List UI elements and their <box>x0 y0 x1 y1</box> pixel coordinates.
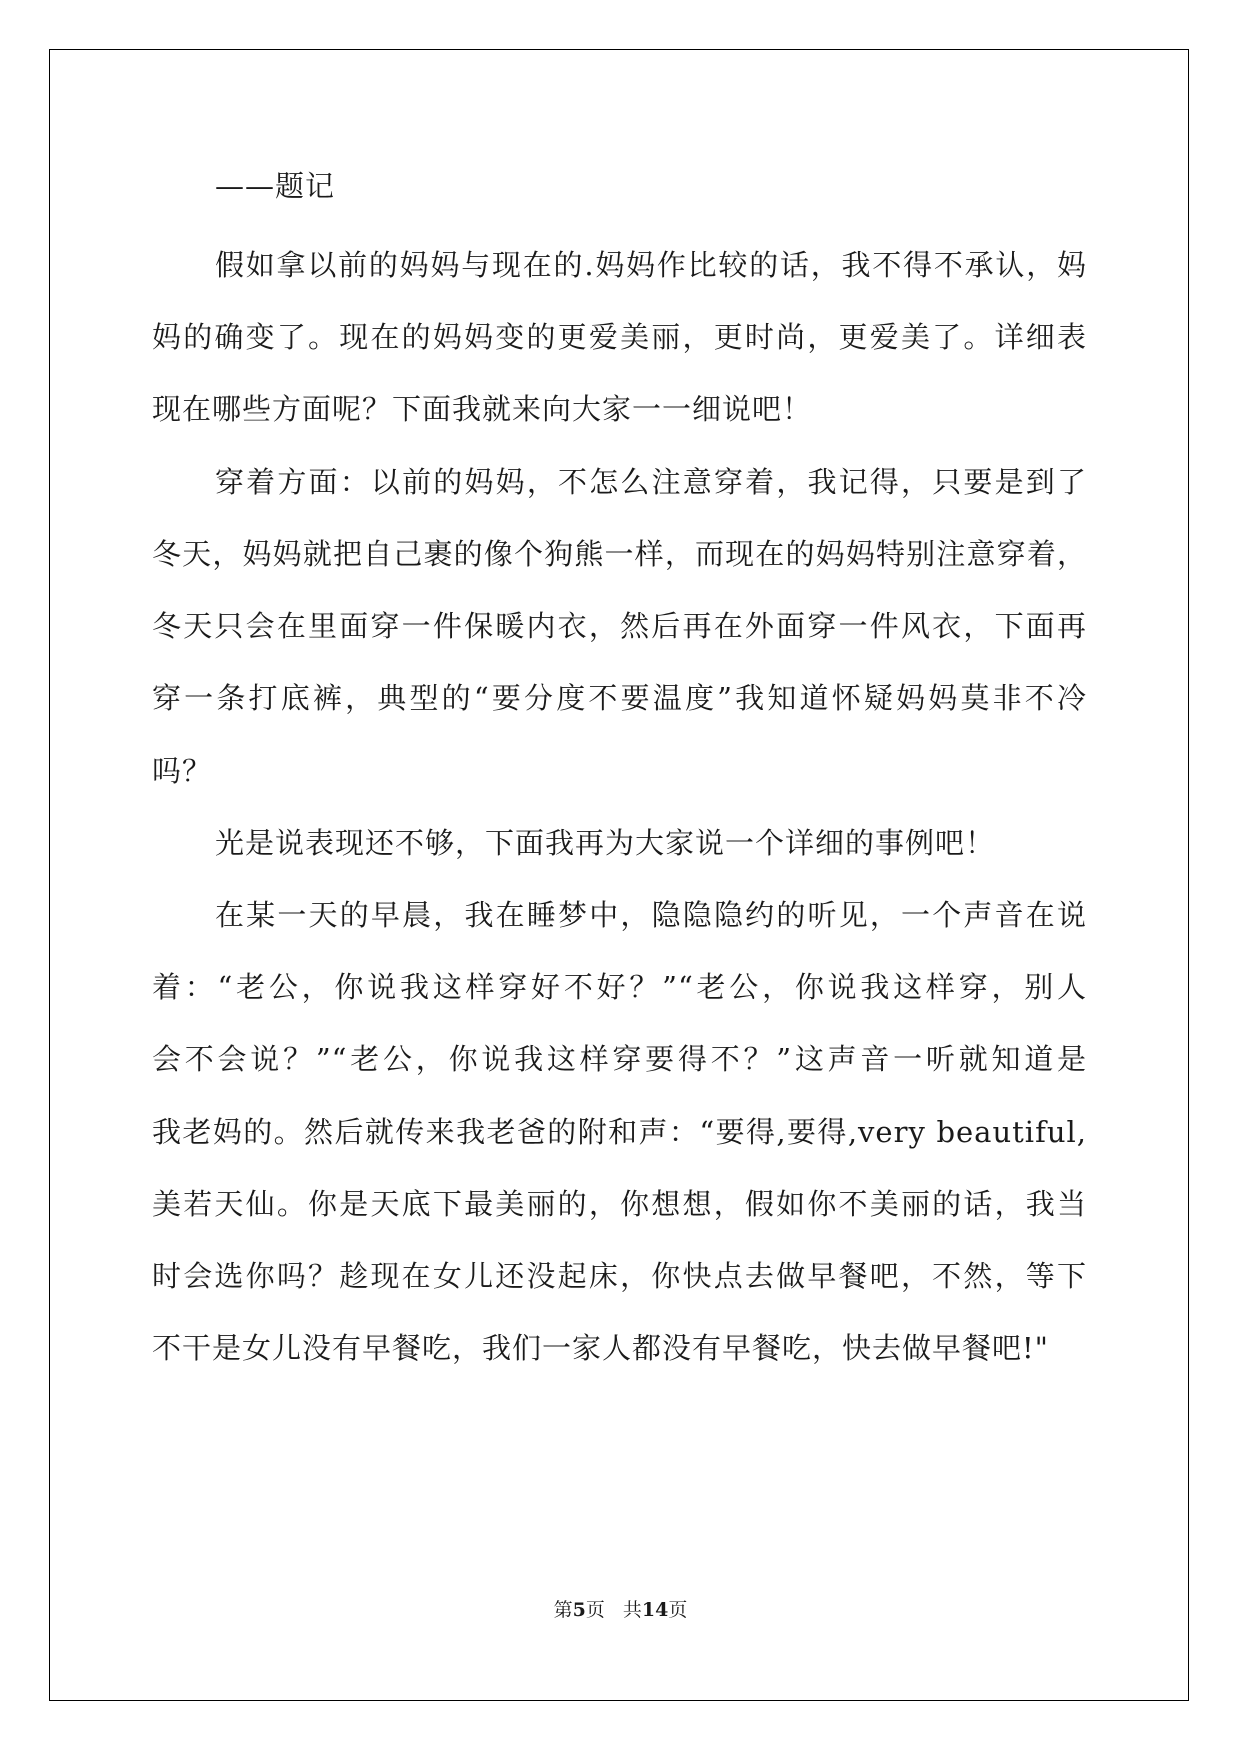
paragraph-line: 假如拿以前的妈妈与现在的.妈妈作比较的话，我不得不承认，妈 <box>215 248 1087 282</box>
page-border <box>49 49 1189 1701</box>
paragraph-line: 不干是女儿没有早餐吃，我们一家人都没有早餐吃，快去做早餐吧!" <box>152 1331 1049 1365</box>
paragraph-line: 在某一天的早晨，我在睡梦中，隐隐隐约的听见，一个声音在说 <box>215 898 1087 932</box>
total-suffix: 页 <box>668 1599 688 1621</box>
paragraph-line: 穿着方面：以前的妈妈，不怎么注意穿着，我记得，只要是到了 <box>215 465 1087 499</box>
page-number: 5 <box>572 1599 586 1621</box>
paragraph-line: 妈的确变了。现在的妈妈变的更爱美丽，更时尚，更爱美了。详细表 <box>152 320 1087 354</box>
paragraph-line: 穿一条打底裤，典型的“要分度不要温度”我知道怀疑妈妈莫非不冷 <box>152 681 1087 715</box>
total-prefix: 共 <box>622 1599 642 1621</box>
paragraph-line: 着：“老公，你说我这样穿好不好？”“老公，你说我这样穿，别人 <box>152 970 1087 1004</box>
paragraph-line: 光是说表现还不够，下面我再为大家说一个详细的事例吧！ <box>215 826 996 860</box>
paragraph-line: 吗？ <box>152 754 213 788</box>
paragraph-line: 会不会说？”“老公，你说我这样穿要得不？”这声音一听就知道是 <box>152 1042 1087 1076</box>
page-prefix: 第 <box>553 1599 573 1621</box>
total-pages: 14 <box>641 1599 669 1621</box>
paragraph-line: 美若天仙。你是天底下最美丽的，你想想，假如你不美丽的话，我当 <box>152 1187 1087 1221</box>
paragraph-line: 冬天，妈妈就把自己裹的像个狗熊一样，而现在的妈妈特别注意穿着， <box>152 537 1087 571</box>
paragraph-line: 现在哪些方面呢？下面我就来向大家一一细说吧！ <box>152 392 813 426</box>
page-suffix: 页 <box>585 1599 605 1621</box>
paragraph-line: 时会选你吗？趁现在女儿还没起床，你快点去做早餐吧，不然，等下 <box>152 1259 1087 1293</box>
paragraph-line: 冬天只会在里面穿一件保暖内衣，然后再在外面穿一件风衣，下面再 <box>152 609 1087 643</box>
paragraph-line: 我老妈的。然后就传来我老爸的附和声：“要得,要得,very beautiful, <box>152 1115 1087 1149</box>
page-footer <box>0 1598 1241 1622</box>
epigraph-line: ——题记 <box>215 169 336 203</box>
